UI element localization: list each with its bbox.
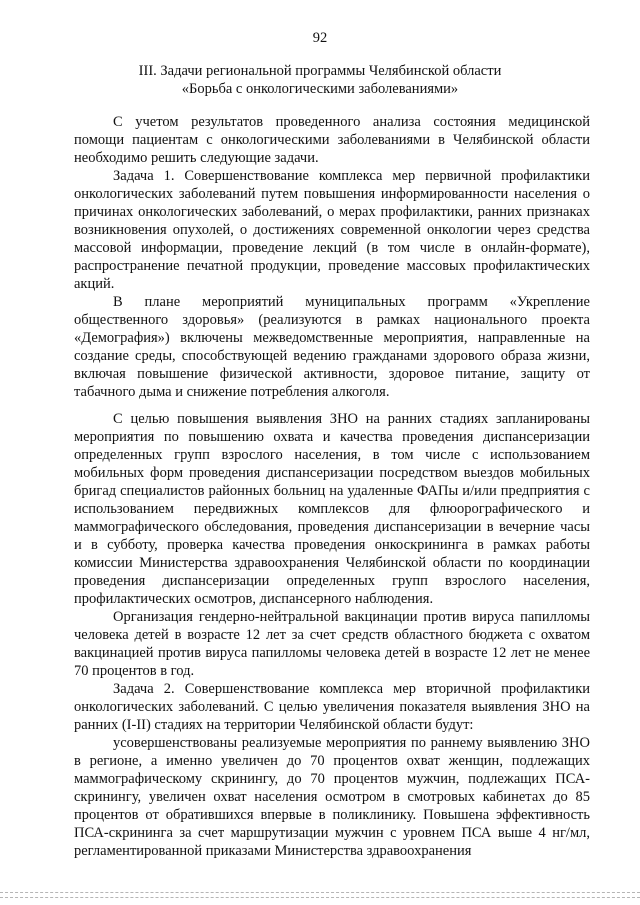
page-number: 92 — [312, 30, 328, 46]
paragraph-task-1: Задача 1. Совершенствование комплекса мер первичной профилактики онкологических заболеваний путем повышения информированности населения о причинах онкологических заболеваний, о мерах профилактики, ранних признаках возникновения опухолей, о достижениях современной онкологии через средства массовой информации, проведение лекций (в том числе в онлайн-формате), распространение печатной продукции, проведение массовых профилактических акций. — [74, 168, 590, 292]
heading-line-1: III. Задачи региональной программы Челябинской области — [138, 63, 502, 79]
paragraph-municipal-programs: В плане мероприятий муниципальных программ «Укрепление общественного здоровья» (реализуются в рамках национального проекта «Демография») включены межведомственные мероприятия, направленные на создание среды, способствующей ведению гражданами здорового образа жизни, включая повышение физической активности, здоровое питание, защиту от табачного дыма и снижение потребления алкоголя. — [74, 294, 590, 400]
paragraph-hpv-vaccination: Организация гендерно-нейтральной вакцинации против вируса папилломы человека детей в возрасте 12 лет за счет средств областного бюджета с охватом вакцинацией против вируса папилломы человека детей в возрасте 12 лет не менее 70 процентов в год. — [74, 609, 590, 679]
paragraph-early-detection: С целью повышения выявления ЗНО на ранних стадиях запланированы мероприятия по повышению охвата и качества проведения диспансеризации определенных групп взрослого населения, в том числе с использованием мобильных форм проведения диспансеризации посредством выездов мобильных бригад специалистов районных больниц на удаленные ФАПы и/или предприятия с использованием передвижных комплексов для флюорографического и маммографического обследования, проведения диспансеризации в вечерние часы и в субботу, проверка качества проведения онкоскрининга в рамках работы комиссии Министерства здравоохранения Челябинской области по координации проведения диспансеризации определенных групп взрослого населения, профилактических осмотров, диспансерного наблюдения. — [74, 411, 590, 607]
section-heading — [60, 62, 580, 98]
scan-edge-line — [0, 897, 640, 898]
heading-line-2: «Борьба с онкологическими заболеваниями» — [181, 81, 459, 97]
paragraph-task-2: Задача 2. Совершенствование комплекса мер вторичной профилактики онкологических заболеваний. С целью увеличения показателя выявления ЗНО на ранних (I-II) стадиях на территории Челябинской области будут: — [74, 681, 590, 733]
paragraph-intro: С учетом результатов проведенного анализа состояния медицинской помощи пациентам с онкологическими заболеваниями в Челябинской области необходимо решить следующие задачи. — [74, 114, 590, 166]
scan-edge-line — [0, 892, 640, 893]
body-text — [74, 113, 590, 860]
paragraph-screening: усовершенствованы реализуемые мероприятия по раннему выявлению ЗНО в регионе, а именно увеличен до 70 процентов охват женщин, подлежащих маммографическому скринингу, до 70 процентов мужчин, подлежащих ПСА-скринингу, увеличен охват населения осмотром в смотровых кабинетах до 85 процентов от обратившихся впервые в поликлинику. Повышена эффективность ПСА-скрининга за счет маршрутизации мужчин с уровнем ПСА выше 4 нг/мл, регламентированной приказами Министерства здравоохранения — [74, 735, 590, 859]
